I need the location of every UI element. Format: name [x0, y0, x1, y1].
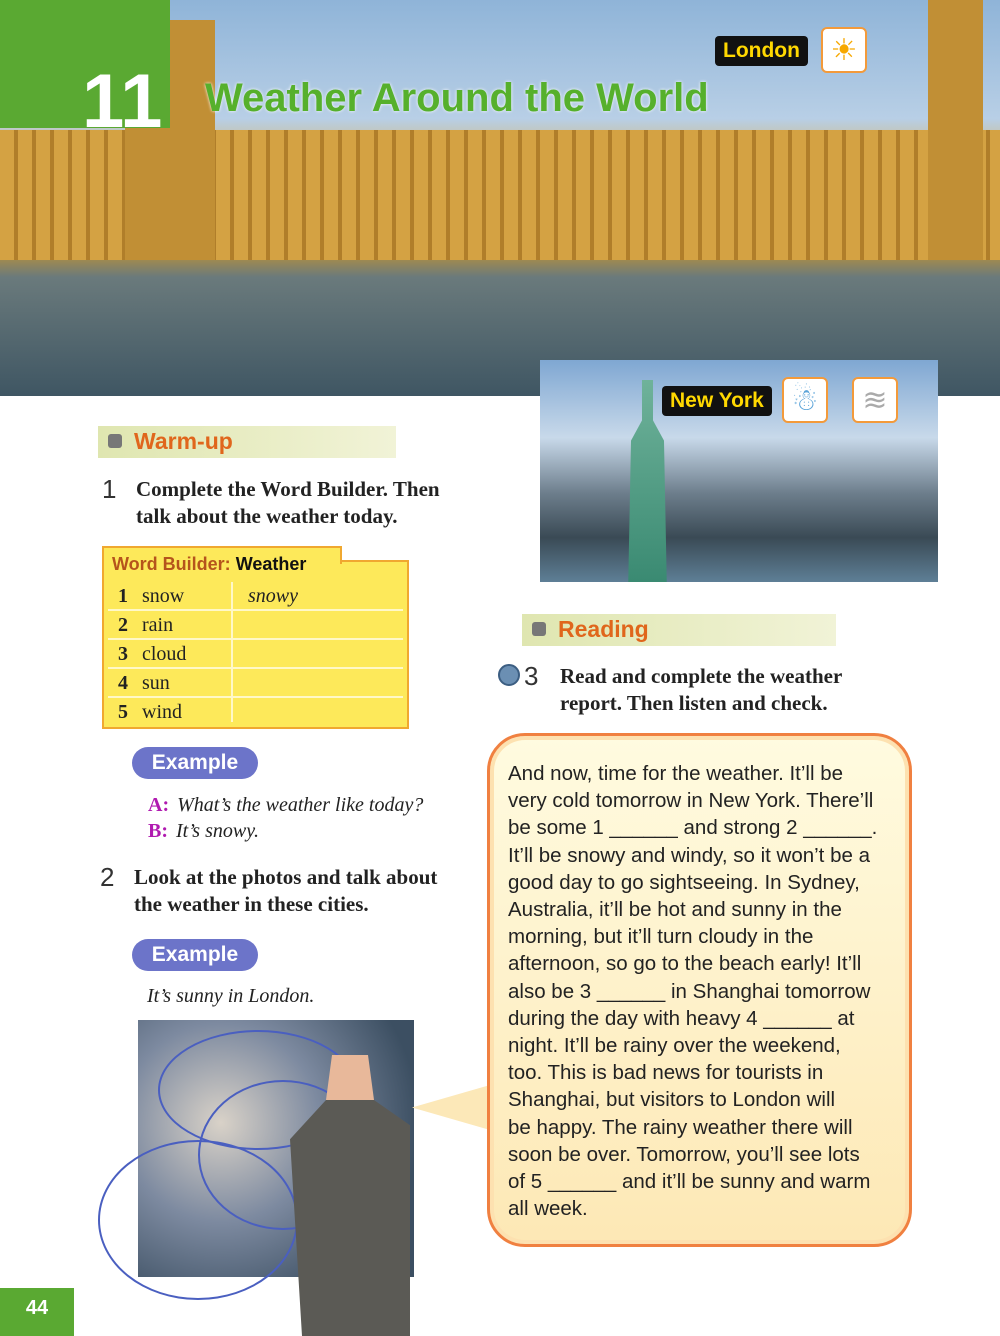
warmup-heading — [98, 426, 396, 458]
speaker-a: A: — [148, 794, 170, 816]
bullet-icon — [108, 434, 122, 448]
row-num: 1 — [118, 585, 128, 607]
task-text: report. Then listen and check. — [560, 691, 828, 715]
report-line: be some 1 ______ and strong 2 ______. — [508, 816, 878, 840]
word-row — [108, 611, 403, 640]
row-num: 3 — [118, 643, 128, 665]
warmup-heading-text: Warm-up — [134, 428, 233, 454]
report-line: be happy. The rainy weather there will — [508, 1115, 853, 1139]
page-title: Weather Around the World — [205, 76, 709, 120]
new-york-photo — [540, 360, 938, 582]
report-line: all week. — [508, 1197, 588, 1221]
task-1 — [102, 474, 440, 530]
report-line: also be 3 ______ in Shanghai tomorrow — [508, 979, 871, 1003]
word-row — [108, 640, 403, 669]
speaker-b: B: — [148, 820, 168, 842]
task-text: the weather in these cities. — [134, 892, 369, 916]
task-text: Read and complete the weather — [560, 664, 843, 688]
example-badge: Example — [132, 747, 258, 779]
task-text: Look at the photos and talk about — [134, 865, 438, 889]
reading-heading — [522, 614, 836, 646]
word-row — [108, 582, 403, 611]
bullet-icon — [532, 622, 546, 636]
task-number: 2 — [100, 862, 115, 892]
report-line: afternoon, so go to the beach early! It’ll — [508, 952, 862, 976]
row-word: rain — [142, 614, 174, 636]
speech-pointer — [412, 1085, 490, 1130]
reading-heading-text: Reading — [558, 616, 649, 642]
report-line: during the day with heavy 4 ______ at — [508, 1006, 855, 1030]
report-line: night. It’ll be rainy over the weekend, — [508, 1034, 841, 1058]
line-b: It’s snowy. — [176, 820, 259, 842]
report-line: Australia, it’ll be hot and sunny in the — [508, 898, 842, 922]
london-photo — [0, 0, 1000, 396]
example-sentence: It’s sunny in London. — [147, 985, 315, 1007]
wind-icon: ≋ — [852, 377, 898, 423]
report-line: too. This is bad news for tourists in — [508, 1061, 824, 1085]
row-num: 4 — [118, 672, 128, 694]
big-ben — [928, 0, 983, 260]
weather-report-box — [487, 733, 912, 1247]
word-builder-topic: Weather — [235, 554, 307, 574]
report-line: very cold tomorrow in New York. There’ll — [508, 789, 874, 813]
audio-cd-icon[interactable] — [498, 664, 520, 686]
sun-icon: ☀ — [821, 27, 867, 73]
isobar — [98, 1140, 298, 1300]
task-3 — [524, 661, 843, 717]
page-number: 44 — [0, 1288, 74, 1336]
word-row — [108, 669, 403, 698]
weather-report-text — [508, 760, 877, 1222]
row-word: wind — [142, 701, 182, 723]
city-label-london: London — [715, 36, 808, 66]
unit-number: 11 — [82, 59, 163, 144]
row-word: cloud — [142, 643, 187, 665]
line-a: What’s the weather like today? — [177, 794, 424, 816]
report-line: And now, time for the weather. It’ll be — [508, 762, 844, 785]
row-num: 2 — [118, 614, 128, 636]
example-badge: Example — [132, 939, 258, 971]
word-builder — [102, 554, 409, 729]
city-label-new-york: New York — [662, 386, 772, 416]
task-number: 1 — [102, 474, 117, 504]
example-dialog — [148, 792, 423, 844]
report-line: Shanghai, but visitors to London will — [508, 1088, 836, 1112]
report-line: soon be over. Tomorrow, you’ll see lots — [508, 1142, 860, 1166]
task-number: 3 — [524, 661, 539, 691]
report-line: good day to go sightseeing. In Sydney, — [508, 870, 860, 894]
task-text: talk about the weather today. — [136, 504, 398, 528]
snowman-icon: ☃ — [782, 377, 828, 423]
report-line: It’ll be snowy and windy, so it won’t be a — [508, 843, 870, 867]
row-word: sun — [142, 672, 170, 694]
report-line: of 5 ______ and it’ll be sunny and warm — [508, 1170, 871, 1194]
word-builder-label: Word Builder: — [112, 554, 231, 574]
report-line: morning, but it’ll turn cloudy in the — [508, 925, 814, 949]
word-builder-title — [112, 554, 306, 575]
row-answer[interactable]: snowy — [248, 585, 298, 607]
task-text: Complete the Word Builder. Then — [136, 477, 440, 501]
row-num: 5 — [118, 701, 128, 723]
word-row — [108, 698, 403, 727]
task-2 — [100, 862, 438, 918]
row-word: snow — [142, 585, 185, 607]
